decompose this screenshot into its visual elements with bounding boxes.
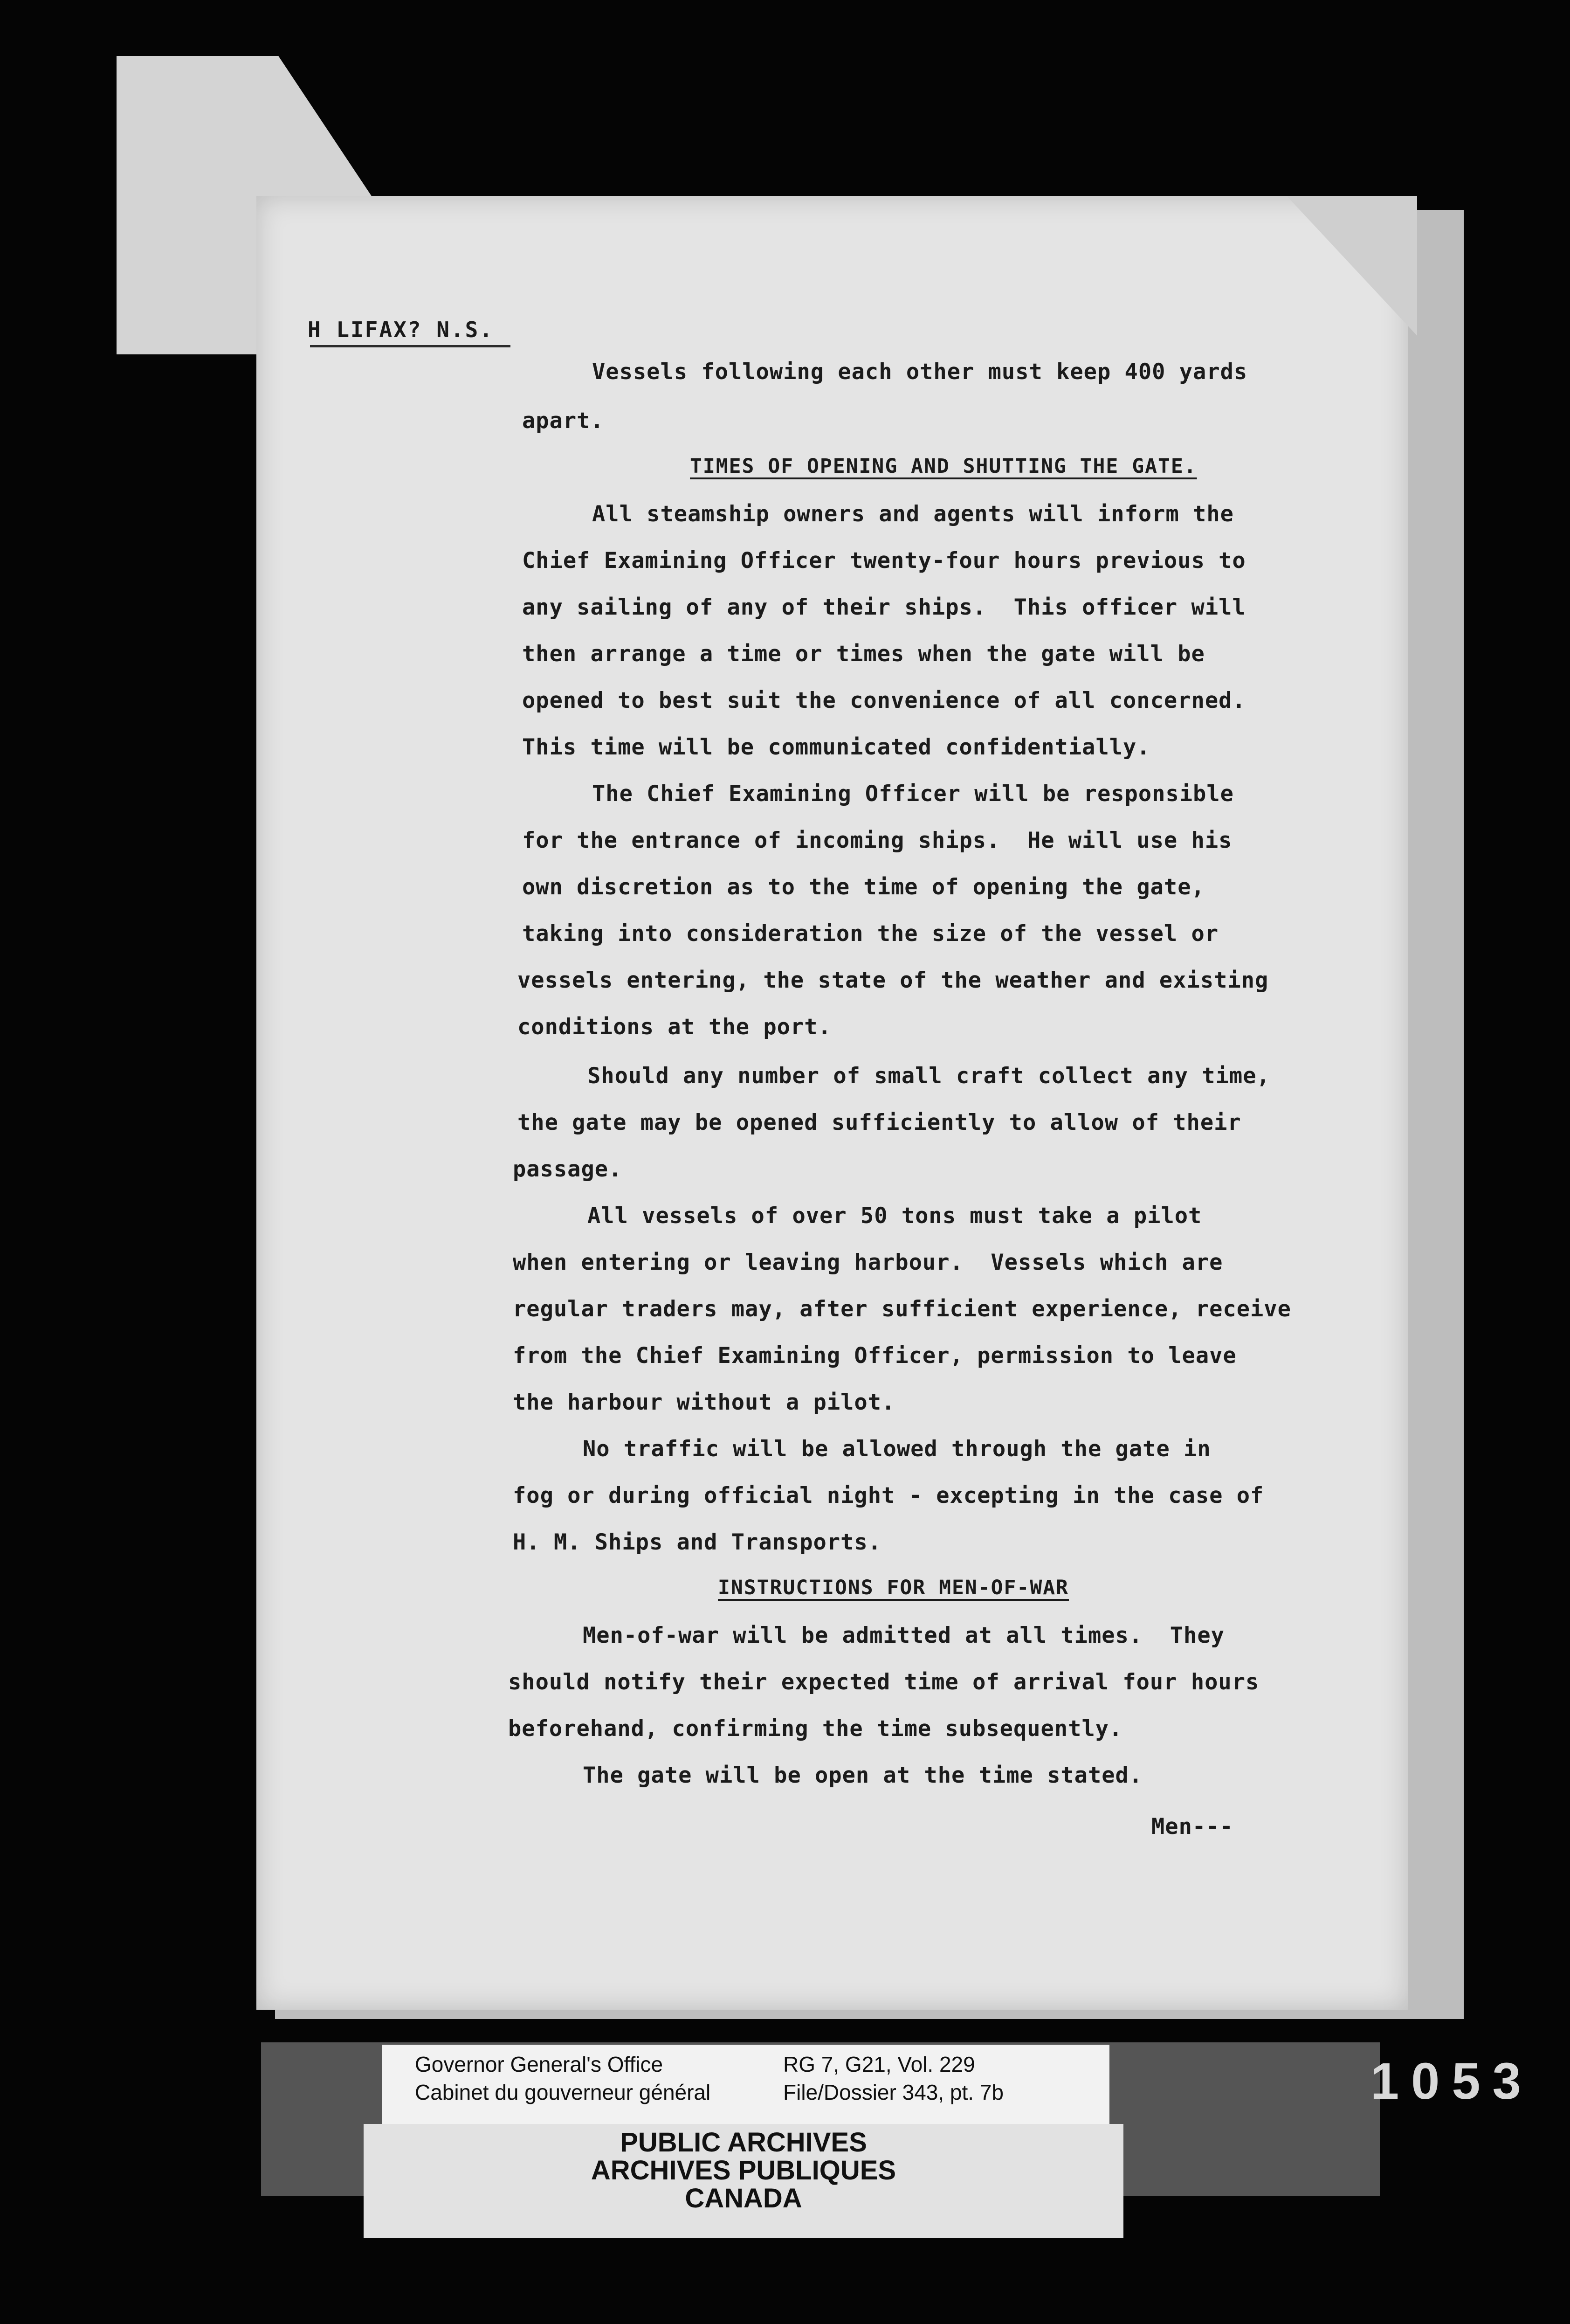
text-line: for the entrance of incoming ships. He will use his (522, 828, 1233, 853)
text-line: from the Chief Examining Officer, permission to leave (513, 1343, 1237, 1369)
text-line: conditions at the port. (517, 1014, 832, 1040)
record-group-reference: RG 7, G21, Vol. 229 (783, 2052, 975, 2076)
text-line: Chief Examining Officer twenty-four hours previous to (522, 548, 1246, 574)
text-line: opened to best suit the convenience of all concerned. (522, 688, 1246, 713)
text-line: should notify their expected time of arrival four hours (508, 1669, 1260, 1695)
text-line: The gate will be open at the time stated. (583, 1763, 1143, 1788)
text-line: taking into consideration the size of the vessel or (522, 921, 1219, 947)
text-line: Men-of-war will be admitted at all times. They (583, 1623, 1225, 1648)
text-line: fog or during official night - excepting in the case of (513, 1483, 1264, 1508)
text-line: Should any number of small craft collect any time, (587, 1063, 1270, 1089)
text-line: No traffic will be allowed through the gate in (583, 1436, 1211, 1462)
text-line: then arrange a time or times when the gate will be (522, 641, 1205, 667)
text-line: the harbour without a pilot. (513, 1390, 895, 1415)
text-line: H. M. Ships and Transports. (513, 1529, 882, 1555)
text-line: passage. (513, 1156, 622, 1182)
section-heading-gate-times: TIMES OF OPENING AND SHUTTING THE GATE. (690, 455, 1197, 478)
text-line: All steamship owners and agents will inform the (592, 501, 1234, 527)
office-name-english: Governor General's Office (415, 2052, 663, 2076)
stamp-line-2: ARCHIVES PUBLIQUES (591, 2155, 896, 2186)
text-line: regular traders may, after sufficient experience, receive (513, 1296, 1291, 1322)
text-line: vessels entering, the state of the weather and existing (517, 968, 1269, 993)
text-line: the gate may be opened sufficiently to allow of their (517, 1110, 1241, 1135)
office-name-french: Cabinet du gouverneur général (415, 2080, 711, 2104)
text-line: The Chief Examining Officer will be responsible (592, 781, 1234, 807)
text-line: All vessels of over 50 tons must take a pilot (587, 1203, 1202, 1229)
text-line: own discretion as to the time of opening the gate, (522, 874, 1205, 900)
header-underline (310, 345, 510, 347)
stamp-line-3: CANADA (685, 2183, 802, 2213)
text-line: Vessels following each other must keep 400 yards (592, 359, 1248, 385)
text-line: beforehand, confirming the time subsequently. (508, 1716, 1123, 1742)
document-location-header: H LIFAX? N.S. (308, 317, 494, 342)
text-line: when entering or leaving harbour. Vessels which are (513, 1250, 1223, 1275)
text-line: apart. (522, 408, 604, 434)
text-line: any sailing of any of their ships. This officer will (522, 595, 1246, 620)
folio-number: 1053 (1370, 2053, 1533, 2110)
section-heading-men-of-war: INSTRUCTIONS FOR MEN-OF-WAR (718, 1576, 1069, 1599)
text-line: This time will be communicated confidentially. (522, 734, 1150, 760)
continuation-catchword: Men--- (1151, 1814, 1233, 1840)
stamp-line-1: PUBLIC ARCHIVES (620, 2127, 867, 2158)
file-reference: File/Dossier 343, pt. 7b (783, 2080, 1004, 2104)
